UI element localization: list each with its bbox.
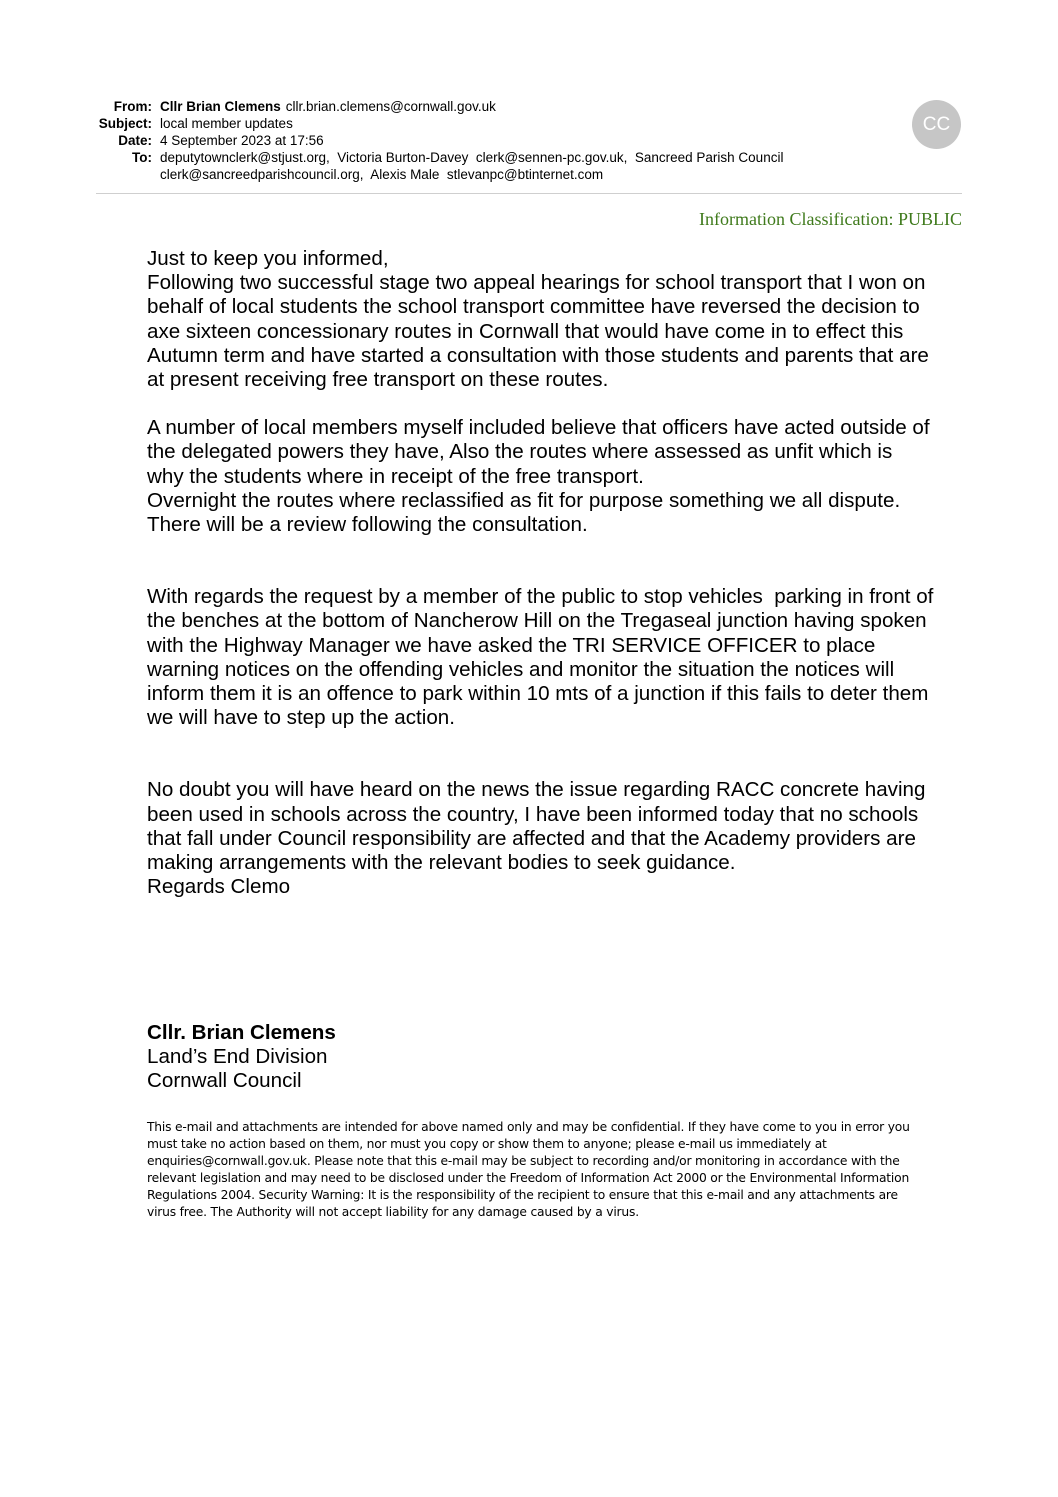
to-label: To:	[132, 150, 152, 165]
sender-avatar	[912, 100, 961, 149]
body-paragraph-3: With regards the request by a member of the public to stop vehicles parking in front of the benches at the bottom of Nancherow Hill on the Tregaseal junction having spoken with the Highway Manager we have asked the TRI SERVICE OFFICER to place warning notices on the offending vehicles and monitor the situation the notices will inform them it is an offence to park within 10 mts of a junction if this fails to deter them we will have to step up the action.	[147, 585, 934, 730]
from-label: From:	[113, 99, 152, 114]
signature-council: Cornwall Council	[147, 1069, 302, 1093]
to-value	[160, 149, 962, 183]
signature-block	[147, 1021, 336, 1094]
from-row	[96, 98, 962, 115]
to-row	[96, 149, 962, 183]
paragraph-spacer	[147, 730, 977, 778]
subject-label: Subject:	[98, 116, 152, 131]
date-value: 4 September 2023 at 17:56	[160, 133, 324, 148]
paragraph-spacer	[147, 392, 977, 416]
body-paragraph-1: Just to keep you informed, Following two successful stage two appeal hearings for school transport that I won on behalf of local students the school transport committee have reversed the decision to axe sixteen concessionary routes in Cornwall that would have come in to effect this Autumn term and have started a consultation with those students and parents that are at present receiving free transport on these routes.	[147, 247, 929, 392]
email-header	[96, 98, 962, 183]
subject-value: local member updates	[160, 116, 293, 131]
recipients-line-2[interactable]: clerk@sancreedparishcouncil.org, Alexis Male stlevanpc@btinternet.com	[160, 167, 604, 182]
classification-label: Information Classification: PUBLIC	[699, 209, 962, 229]
body-paragraph-2: A number of local members myself included believe that officers have acted outside of the delegated powers they have, Also the routes where assessed as unfit which is why the students where in receipt of the free transport. Overnight the routes where reclassified as fit for purpose something we all dispute. There will be a review following the consultation.	[147, 416, 930, 537]
legal-disclaimer: This e-mail and attachments are intended for above named only and may be confidential. If they have come to you in error you must take no action based on them, nor must you copy or show them to anyone; please e-mail us immediately at enquiries@cornwall.gov.uk. Please note that this e-mail may be subject to recording and/or monitoring in accordance with the relevant legislation and may need to be disclosed under the Freedom of Information Act 2000 or the Environmental Information Regulations 2004. Security Warning: It is the responsibility of the recipient to ensure that this e-mail and any attachments are virus free. The Authority will not accept liability for any damage caused by a virus.	[147, 1120, 910, 1219]
sender-name[interactable]: Cllr Brian Clemens	[160, 99, 281, 114]
sender-email[interactable]: cllr.brian.clemens@cornwall.gov.uk	[285, 99, 496, 114]
signature-name: Cllr. Brian Clemens	[147, 1021, 336, 1044]
signature-division: Land’s End Division	[147, 1045, 328, 1069]
date-row	[96, 132, 962, 149]
email-body	[147, 247, 977, 899]
recipients-line-1[interactable]: deputytownclerk@stjust.org, Victoria Burton-Davey clerk@sennen-pc.gov.uk, Sancreed Parish Council	[160, 150, 784, 165]
header-divider	[96, 193, 962, 194]
date-label: Date:	[118, 133, 152, 148]
body-paragraph-4: No doubt you will have heard on the news the issue regarding RACC concrete having been used in schools across the country, I have been informed today that no schools that fall under Council responsibility are affected and that the Academy providers are making arrangements with the relevant bodies to seek guidance. Regards Clemo	[147, 778, 926, 899]
subject-row	[96, 115, 962, 132]
paragraph-spacer	[147, 537, 977, 585]
avatar-initials: CC	[922, 113, 951, 135]
from-value	[160, 98, 962, 115]
